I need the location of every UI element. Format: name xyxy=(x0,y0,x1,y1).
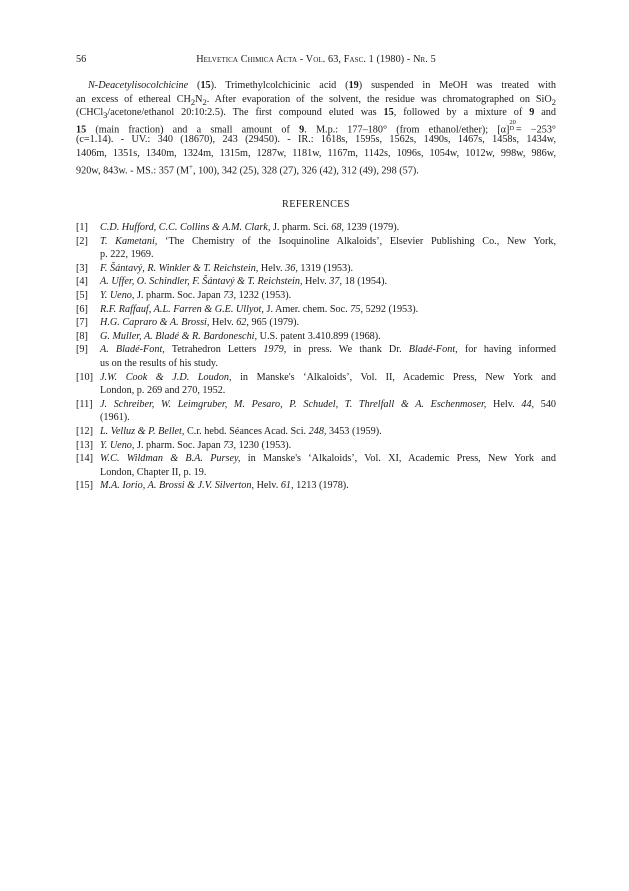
reference-text xyxy=(100,479,556,493)
reference-line: G. Muller, A. Bladé & R. Bardoneschi, U.S. patent 3.410.899 (1968). xyxy=(100,330,381,342)
exp-line-7: 920w, 843w. - MS.: 357 (M+, 100), 342 (25), 328 (27), 326 (42), 312 (49), 298 (57). xyxy=(76,162,419,176)
reference-item xyxy=(76,303,556,317)
exp-line-1: N-Deacetylisocolchicine (15). Trimethylcolchicinic acid (19) suspended in MeOH was treated with xyxy=(88,80,556,91)
reference-line: J.W. Cook & J.D. Loudon, in Manske's ‘Alkaloids’, Vol. II, Academic Press, New York and xyxy=(100,371,557,383)
reference-line: London, Chapter II, p. 19. xyxy=(100,466,207,478)
reference-line: Y. Ueno, J. pharm. Soc. Japan 73, 1232 (1953). xyxy=(100,289,292,301)
reference-line: J. Schreiber, W. Leimgruber, M. Pesaro, P. Schudel, T. Threlfall & A. Eschenmoser, Helv. 44, 540 xyxy=(100,398,557,410)
reference-line: us on the results of his study. xyxy=(100,357,218,369)
reference-number: [5] xyxy=(76,289,88,301)
reference-line: W.C. Wildman & B.A. Pursey, in Manske's ‘Alkaloids’, Vol. XI, Academic Press, New York and xyxy=(100,453,556,465)
exp-line-2: an excess of ethereal $CH_2N_2$. After evaporation of the solvent, the residue was chromatographed on SiO$_2$ xyxy=(76,93,556,107)
reference-number: [13] xyxy=(76,439,93,451)
reference-number: [15] xyxy=(76,480,93,492)
reference-text xyxy=(100,371,556,398)
reference-line: A. Uffer, O. Schindler, F. Šántavý & T. Reichstein, Helv. 37, 18 (1954). xyxy=(100,276,388,288)
reference-number: [12] xyxy=(76,425,93,437)
optical-rotation-index: 20 D xyxy=(509,119,516,133)
reference-item xyxy=(76,221,556,235)
reference-list xyxy=(76,221,556,493)
exp-line-5: (c=1.14). - UV.: 340 (18670), 243 (29450). - IR.: 1618s, 1595s, 1562s, 1490s, 1467s, 1458s, 1434w, xyxy=(76,134,556,146)
reference-item xyxy=(76,330,556,344)
reference-line: (1961). xyxy=(100,412,130,424)
reference-number: [2] xyxy=(76,235,88,247)
reference-line: F. Šántavý, R. Winkler & T. Reichstein, Helv. 36, 1319 (1953). xyxy=(100,262,354,274)
running-head: Helvetica Chimica Acta - Vol. 63, Fasc. 1 (1980) - Nr. 5 xyxy=(196,54,436,65)
reference-line: R.F. Raffauf, A.L. Farren & G.E. Ullyot, J. Amer. chem. Soc. 75, 5292 (1953). xyxy=(100,303,419,315)
reference-text xyxy=(100,398,556,425)
reference-number: [8] xyxy=(76,330,88,342)
reference-item xyxy=(76,235,556,262)
reference-line: London, p. 269 and 270, 1952. xyxy=(100,385,226,397)
reference-item xyxy=(76,439,556,453)
reference-line: Y. Ueno, J. pharm. Soc. Japan 73, 1230 (1953). xyxy=(100,439,292,451)
reference-text xyxy=(100,221,556,235)
reference-text xyxy=(100,425,556,439)
reference-text xyxy=(100,275,556,289)
reference-text xyxy=(100,452,556,479)
reference-line: p. 222, 1969. xyxy=(100,249,154,261)
exp-line-4: 15 (main fraction) and a small amount of 9. M.p.: 177–180° (from ethanol/ether); [α] $^{20 D}$ = −253° xyxy=(76,119,556,136)
reference-text xyxy=(100,303,556,317)
reference-item xyxy=(76,262,556,276)
reference-text xyxy=(100,262,556,276)
reference-item xyxy=(76,452,556,479)
reference-number: [4] xyxy=(76,276,88,288)
reference-number: [10] xyxy=(76,371,93,383)
reference-line: H.G. Capraro & A. Brossi, Helv. 62, 965 (1979). xyxy=(100,317,300,329)
page-number: 56 xyxy=(76,54,87,65)
reference-text xyxy=(100,330,556,344)
reference-line: T. Kametani, ‘The Chemistry of the Isoquinoline Alkaloids’, Elsevier Publishing Co., New York, xyxy=(100,235,556,247)
reference-item xyxy=(76,371,556,398)
experimental-paragraph xyxy=(76,79,556,174)
reference-number: [6] xyxy=(76,303,88,315)
reference-text xyxy=(100,235,556,262)
reference-item xyxy=(76,289,556,303)
reference-item xyxy=(76,343,556,370)
reference-text xyxy=(100,439,556,453)
reference-item xyxy=(76,479,556,493)
reference-line: C.D. Hufford, C.C. Collins & A.M. Clark, J. pharm. Sci. 68, 1239 (1979). xyxy=(100,222,400,233)
reference-number: [14] xyxy=(76,453,93,465)
reference-item xyxy=(76,316,556,330)
reference-text xyxy=(100,316,556,330)
reference-line: L. Velluz & P. Bellet, C.r. hebd. Séances Acad. Sci. 248, 3453 (1959). xyxy=(100,425,382,437)
reference-item xyxy=(76,275,556,289)
reference-item xyxy=(76,425,556,439)
reference-text xyxy=(100,289,556,303)
reference-number: [3] xyxy=(76,262,88,274)
references-heading: REFERENCES xyxy=(282,199,350,210)
exp-line-6: 1406m, 1351s, 1340m, 1324m, 1315m, 1287w, 1181w, 1167m, 1142s, 1096s, 1054w, 1012w, 998w, 986w, xyxy=(76,147,556,159)
exp-line-3: (CHCl$_3$/acetone/ethanol 20:10:2.5). The first compound eluted was 15, followed by a mixture of 9 and xyxy=(76,107,556,121)
reference-number: [9] xyxy=(76,344,88,356)
reference-number: [1] xyxy=(76,222,88,233)
reference-item xyxy=(76,398,556,425)
reference-text xyxy=(100,343,556,370)
reference-line: M.A. Iorio, A. Brossi & J.V. Silverton, Helv. 61, 1213 (1978). xyxy=(100,480,349,492)
reference-number: [7] xyxy=(76,317,88,329)
reference-number: [11] xyxy=(76,398,93,410)
reference-line: A. Bladé-Font, Tetrahedron Letters 1979, in press. We thank Dr. Bladé-Font, for having informed xyxy=(100,344,556,356)
page-header xyxy=(76,53,556,67)
